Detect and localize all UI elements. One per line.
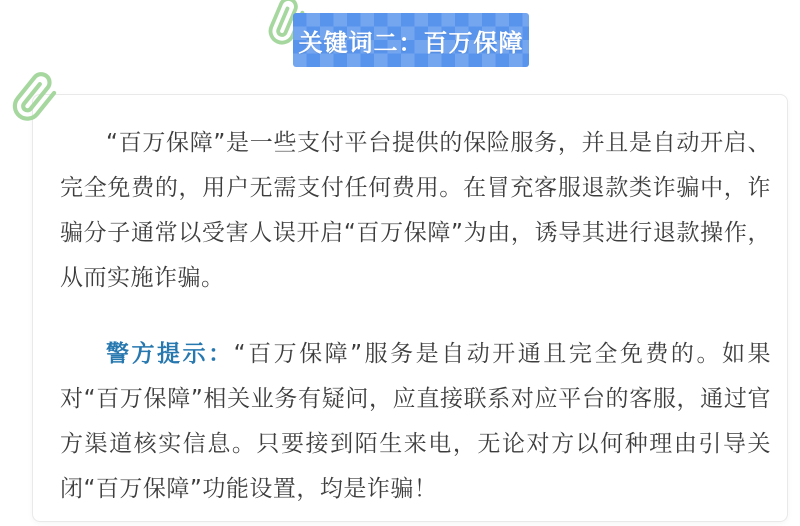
card-content: [33, 95, 787, 512]
police-tip-body: “百万保障”服务是自动开通且完全免费的。如果对“百万保障”相关业务有疑问，应直接联系对应平台的客服，通过官方渠道核实信息。只要接到陌生来电，无论对方以何种理由引导关闭“百万保障”功能设置，均是诈骗！: [60, 341, 772, 502]
keyword-banner: [293, 13, 529, 67]
police-tip-label: 警方提示：: [106, 341, 234, 367]
intro-paragraph: “百万保障”是一些支付平台提供的保险服务，并且是自动开启、完全免费的，用户无需支付任何费用。在冒充客服退款类诈骗中，诈骗分子通常以受害人误开启“百万保障”为由，诱导其进行退款操作，从而实施诈骗。: [60, 130, 771, 291]
content-card: [32, 94, 788, 522]
police-tip-paragraph: [60, 332, 771, 512]
keyword-banner-label: 关键词二：百万保障: [298, 28, 524, 57]
